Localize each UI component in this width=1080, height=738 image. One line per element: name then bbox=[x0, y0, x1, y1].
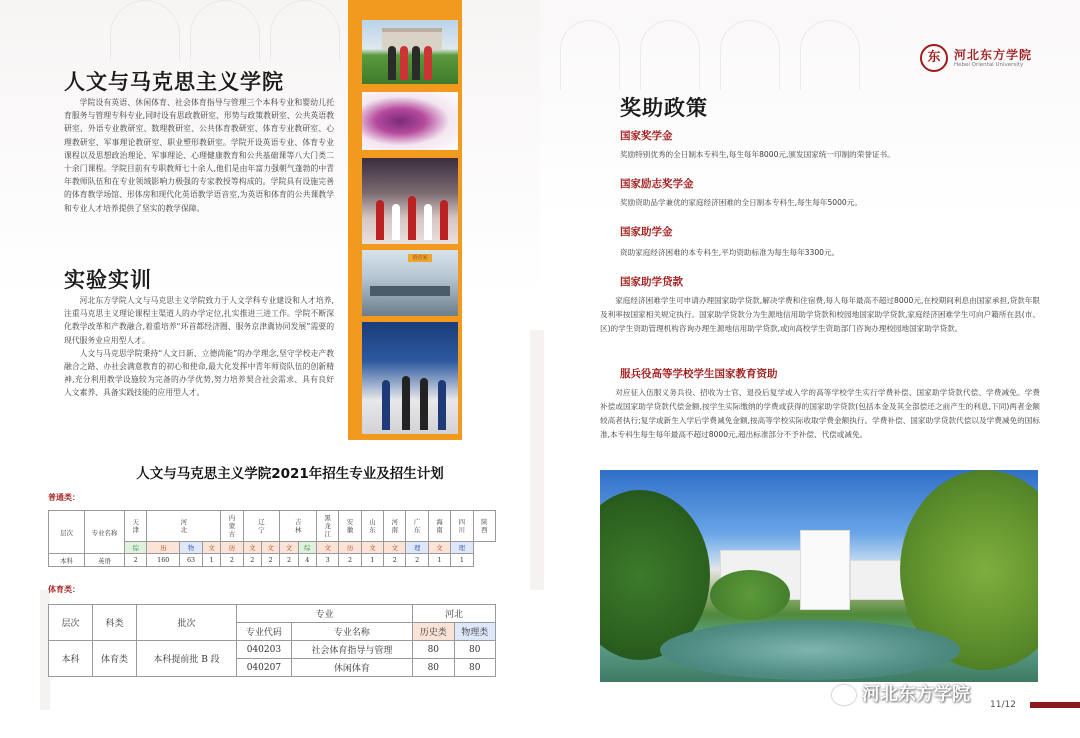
photo-figure bbox=[376, 200, 384, 240]
table-cell: 体育类 bbox=[93, 641, 137, 677]
table-cell: 4 bbox=[298, 554, 316, 567]
header-category: 科类 bbox=[93, 605, 137, 641]
subject-cell: 理 bbox=[406, 542, 428, 554]
province-guangdong: 广东 bbox=[406, 511, 428, 542]
table-cell: 社会体育指导与管理 bbox=[291, 641, 412, 659]
province-liaoning: 辽宁 bbox=[243, 511, 280, 542]
photo-figure bbox=[424, 204, 432, 240]
regular-category-label: 普通类： bbox=[48, 493, 80, 502]
aid-text-national-scholarship: 奖励特别优秀的全日制本专科生,每生每年8000元,颁发国家统一印制的荣誉证书。 bbox=[620, 150, 895, 159]
table-cell: 本科 bbox=[49, 641, 93, 677]
orange-stripe bbox=[348, 0, 358, 440]
practice-paragraph-2: 人文与马克思学院秉持“人文日新、立德尚能”的办学理念,坚守学校走产教融合之路、办社会满意教育的初心和使命,最大化发挥中青年师资队伍的创新精神,充分利用教学设施较为完备的办学优势,努力培养契合社会需求、具有良好人文素养、具备实践技能的应用型人才。 bbox=[64, 348, 334, 398]
college-intro bbox=[64, 96, 334, 215]
header-major-name: 专业名称 bbox=[291, 623, 412, 641]
aid-heading-inspirational-scholarship: 国家励志奖学金 bbox=[620, 178, 694, 190]
photo-desks bbox=[370, 286, 450, 296]
section-title-aid: 奖助政策 bbox=[620, 96, 708, 120]
header-major: 专业名称 bbox=[85, 511, 125, 554]
photo-figure bbox=[408, 196, 416, 240]
header-level: 层次 bbox=[49, 511, 85, 554]
photo-figure bbox=[400, 46, 408, 80]
photo-taichi bbox=[362, 92, 458, 150]
table-cell: 1 bbox=[451, 554, 473, 567]
table-cell: 休闲体育 bbox=[291, 659, 412, 677]
wechat-icon bbox=[832, 685, 856, 705]
table-cell: 1 bbox=[361, 554, 383, 567]
table-cell: 63 bbox=[180, 554, 203, 567]
table-cell: 2 bbox=[339, 554, 361, 567]
sports-plan-table bbox=[48, 604, 496, 677]
province-jilin: 吉林 bbox=[280, 511, 317, 542]
table-cell: 本科提前批 B 段 bbox=[137, 641, 237, 677]
table-cell: 3 bbox=[317, 554, 339, 567]
college-intro-paragraph: 学院设有英语、休闲体育、社会体育指导与管理三个本科专业和婴幼儿托育服务与管理专科专业,同时设有思政教研室、形势与政策教研室、公共英语教研室、外语专业教研室、数理教研室、公共体育教研室、体育专业教研室、心理教研室、军事理论教研室、职业塑形教研室。学院开设英语专业、体育专业课程以及思想政治理论、军事理论、心理健康教育和公共基础课等八大门类二十余门课程。学院目前有专职教师七十余人,他们是由年富力强朝气蓬勃的中青年教师队伍和在专业领域影响力极强的专家教授等构成的。学院具有设施完善的体育教学场馆、形体房和现代化英语教学语音室,为英语和体育的公共课教学和专业人才培养提供了坚实的教学保障。 bbox=[64, 98, 334, 213]
subject-cell: 文 bbox=[243, 542, 261, 554]
table-cell: 2 bbox=[280, 554, 298, 567]
page-number: 11/12 bbox=[990, 700, 1016, 710]
practice-paragraph-1: 河北东方学院人文与马克思主义学院致力于人文学科专业建设和人才培养,注重马克思主义理论课程主渠道人的办学定位,扎实推进三进工作。学院不断深化教学改革和产教融合,着重培养“环首都经济圈、服务京津冀协同发展”需要的现代服务业应用型人才。 bbox=[64, 296, 334, 345]
photo-figure bbox=[392, 204, 400, 240]
university-logo bbox=[920, 44, 1040, 74]
photo-figure bbox=[424, 46, 432, 80]
watermark-text: 河北东方学院 bbox=[862, 684, 970, 705]
table-cell: 2 bbox=[243, 554, 261, 567]
university-name: 河北东方学院 bbox=[954, 48, 1033, 62]
subject-cell: 理 bbox=[451, 542, 473, 554]
subject-cell: 综 bbox=[125, 542, 147, 554]
subject-cell: 文 bbox=[384, 542, 406, 554]
table-row bbox=[49, 554, 496, 567]
province-neimenggu: 内蒙古 bbox=[221, 511, 243, 542]
aid-heading-student-loan: 国家助学贷款 bbox=[620, 276, 683, 288]
table-cell: 80 bbox=[413, 659, 454, 677]
aid-text-grant: 资助家庭经济困难的本专科生,平均资助标准为每生每年3300元。 bbox=[620, 248, 840, 257]
subject-cell: 历 bbox=[339, 542, 361, 554]
table-cell: 英语 bbox=[85, 554, 125, 567]
photo-dance-studio bbox=[362, 158, 458, 244]
subject-cell: 文 bbox=[317, 542, 339, 554]
province-hebei: 河北 bbox=[147, 511, 221, 542]
regular-plan-table bbox=[48, 510, 496, 567]
language-lab-sign: 语音室 bbox=[408, 254, 432, 262]
bg-arch bbox=[800, 20, 860, 90]
aid-text-military-service: 对应征入伍服义务兵役、招收为士官、退役后复学或入学的高等学校学生实行学费补偿、国家助学贷款代偿、学费减免。学费补偿或国家助学贷款代偿金额,按学生实际缴纳的学费或获得的国家助学贷款(包括本金及其全部偿还之前产生的利息,下同)两者金额较高者执行;复学或新生入学后学费减免金额,按高等学校实际收取学费金额执行。学费补偿、国家助学贷款代偿以及学费减免的国标准,本专科生每生每年最高不超过8000元,超出标准部分不予补偿、代偿或减免。 bbox=[600, 388, 1040, 439]
campus-photo bbox=[600, 470, 1038, 682]
table-cell: 2 bbox=[384, 554, 406, 567]
table-cell: 040207 bbox=[237, 659, 292, 677]
header-level: 层次 bbox=[49, 605, 93, 641]
table-cell: 040203 bbox=[237, 641, 292, 659]
university-english-name: Hebei Oriental University bbox=[954, 62, 1024, 68]
aid-heading-military-service: 服兵役高等学校学生国家教育资助 bbox=[620, 368, 778, 380]
photo-figure bbox=[412, 46, 420, 80]
section-title-college: 人文与马克思主义学院 bbox=[64, 70, 284, 94]
table-cell: 80 bbox=[454, 641, 495, 659]
table-cell: 2 bbox=[261, 554, 279, 567]
bg-arch bbox=[720, 20, 780, 90]
header-physics: 物理类 bbox=[454, 623, 495, 641]
province-hainan: 海南 bbox=[428, 511, 450, 542]
page-number-bar bbox=[1030, 702, 1080, 708]
province-heilongjiang: 黑龙江 bbox=[317, 511, 339, 542]
aid-text-inspirational-scholarship: 奖励资助品学兼优的家庭经济困难的全日制本专科生,每生每年5000元。 bbox=[620, 198, 862, 207]
subject-cell: 文 bbox=[261, 542, 279, 554]
campus-building bbox=[800, 530, 850, 610]
table-cell: 2 bbox=[221, 554, 243, 567]
bg-arch bbox=[640, 20, 700, 90]
section-title-practice: 实验实训 bbox=[64, 268, 152, 292]
table-cell: 80 bbox=[454, 659, 495, 677]
subject-cell: 文 bbox=[361, 542, 383, 554]
photo-figure bbox=[440, 200, 448, 240]
aid-heading-national-scholarship: 国家奖学金 bbox=[620, 130, 673, 142]
header-history: 历史类 bbox=[413, 623, 454, 641]
photo-language-lab bbox=[362, 250, 458, 316]
province-shaanxi: 陕西 bbox=[473, 511, 495, 542]
subject-cell: 历 bbox=[221, 542, 243, 554]
enrollment-plan-title: 人文与马克思主义学院2021年招生专业及招生计划 bbox=[136, 466, 444, 482]
table-cell: 2 bbox=[406, 554, 428, 567]
subject-cell: 文 bbox=[280, 542, 298, 554]
table-cell: 160 bbox=[147, 554, 180, 567]
header-hebei: 河北 bbox=[413, 605, 496, 623]
subject-cell: 文 bbox=[202, 542, 220, 554]
subject-cell: 历 bbox=[147, 542, 180, 554]
aid-text-student-loan: 家庭经济困难学生可申请办理国家助学贷款,解决学费和住宿费,每人每年最高不超过8000元,在校期间利息由国家承担,贷款年限及利率按国家相关规定执行。国家助学贷款分为生源地信用助学贷款和校园地国家助学贷款,家庭经济困难学生可向户籍所在县(市、区)的学生资助管理机构咨询办理生源地信用助学贷款,或向高校学生资助部门咨询办理校园地国家助学贷款。 bbox=[600, 296, 1040, 333]
table-cell: 80 bbox=[413, 641, 454, 659]
campus-pond bbox=[660, 620, 960, 680]
subject-cell: 物 bbox=[180, 542, 203, 554]
bg-arch bbox=[560, 20, 620, 90]
province-sichuan: 四川 bbox=[451, 511, 473, 542]
subject-cell: 文 bbox=[428, 542, 450, 554]
table-cell: 1 bbox=[202, 554, 220, 567]
wechat-watermark bbox=[832, 680, 970, 706]
aid-heading-grant: 国家助学金 bbox=[620, 226, 673, 238]
province-tianjin: 天津 bbox=[125, 511, 147, 542]
sports-category-label: 体育类： bbox=[48, 585, 80, 594]
subject-cell: 综 bbox=[298, 542, 316, 554]
table-cell: 本科 bbox=[49, 554, 85, 567]
table-row bbox=[49, 641, 496, 659]
table-cell: 1 bbox=[428, 554, 450, 567]
header-major: 专业 bbox=[237, 605, 413, 623]
practice-intro bbox=[64, 294, 334, 400]
photo-figure bbox=[388, 46, 396, 80]
university-seal-icon: 东 bbox=[920, 44, 948, 72]
province-shandong: 山东 bbox=[361, 511, 383, 542]
province-anhui: 安徽 bbox=[339, 511, 361, 542]
header-major-code: 专业代码 bbox=[237, 623, 292, 641]
province-henan: 河南 bbox=[384, 511, 406, 542]
photo-outdoor-dance bbox=[362, 20, 458, 84]
table-cell: 2 bbox=[125, 554, 147, 567]
campus-tree bbox=[710, 570, 790, 620]
header-batch: 批次 bbox=[137, 605, 237, 641]
